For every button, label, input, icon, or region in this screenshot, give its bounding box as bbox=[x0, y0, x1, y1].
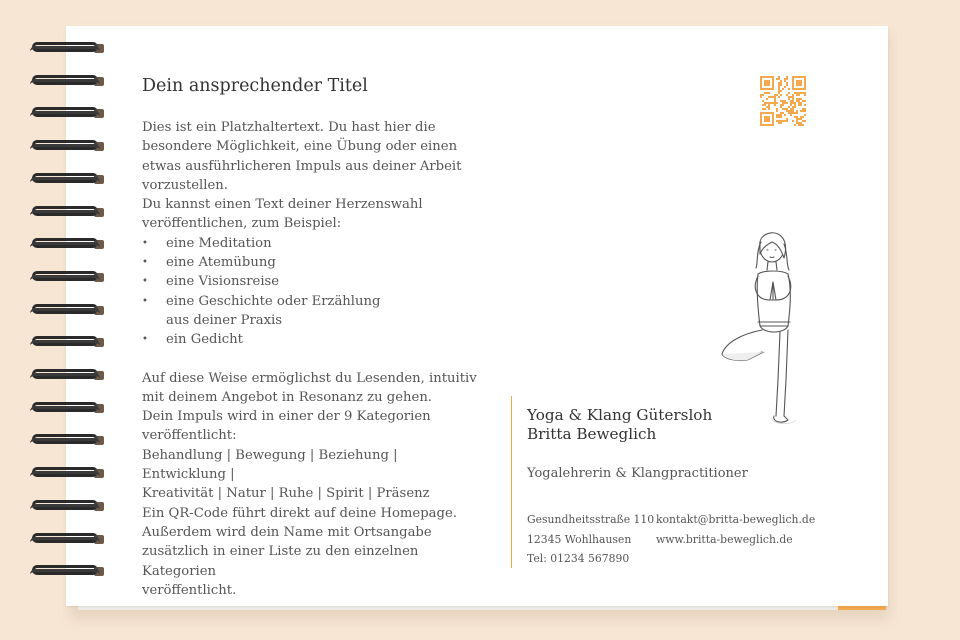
ring-wire-shadow bbox=[30, 340, 100, 351]
text-line: zusätzlich in einer Liste zu den einzelnen Kategorien bbox=[142, 544, 419, 579]
yoga-figure-illustration bbox=[712, 230, 810, 430]
text-line: Behandlung | Bewegung | Beziehung | Entwicklung | bbox=[142, 447, 398, 483]
contact-block bbox=[527, 406, 748, 481]
page-title: Dein ansprechender Titel bbox=[142, 76, 368, 96]
text-line: Ein QR-Code führt direkt auf deine Homepage. bbox=[142, 505, 457, 521]
online-contact-block bbox=[656, 510, 815, 549]
contact-divider bbox=[511, 396, 512, 568]
spiral-ring bbox=[28, 467, 104, 479]
spiral-ring bbox=[28, 107, 104, 119]
ring-wire-shadow bbox=[30, 242, 100, 253]
text-line: veröffentlicht. bbox=[142, 582, 237, 598]
ring-wire-shadow bbox=[30, 438, 100, 449]
list-item-continuation-text: aus deiner Praxis bbox=[166, 312, 283, 328]
list-item: • eine Atemübung bbox=[142, 253, 482, 272]
spiral-ring bbox=[28, 500, 104, 512]
ring-wire-shadow bbox=[30, 111, 100, 122]
ring-wire-shadow bbox=[30, 79, 100, 90]
spiral-ring bbox=[28, 173, 104, 185]
list-item: • ein Gedicht bbox=[142, 330, 482, 349]
category-label: Bewegung bbox=[837, 323, 887, 557]
text-line: vorzustellen. bbox=[142, 177, 228, 193]
spiral-ring bbox=[28, 402, 104, 414]
ring-wire-shadow bbox=[30, 537, 100, 548]
ring-wire-shadow bbox=[30, 504, 100, 515]
list-item-continuation bbox=[142, 311, 482, 330]
text-line: mit deinem Angebot in Resonanz zu gehen. bbox=[142, 389, 433, 405]
text-line: etwas ausführlicheren Impuls aus deiner Arbeit bbox=[142, 158, 462, 174]
person-name: Britta Beweglich bbox=[527, 425, 657, 443]
ring-wire-shadow bbox=[30, 569, 100, 580]
person-role: Yogalehrerin & Klangpractitioner bbox=[527, 466, 748, 481]
street: Gesundheitsstraße 110 bbox=[527, 513, 655, 526]
ring-wire-shadow bbox=[30, 46, 100, 57]
spiral-ring bbox=[28, 369, 104, 381]
spiral-ring bbox=[28, 533, 104, 545]
city: 12345 Wohlhausen bbox=[527, 532, 632, 546]
ring-wire-shadow bbox=[30, 471, 100, 482]
spiral-ring bbox=[28, 140, 104, 152]
spiral-ring bbox=[28, 434, 104, 446]
text-line: Du kannst einen Text deiner Herzenswahl bbox=[142, 197, 423, 213]
spiral-ring bbox=[28, 42, 104, 54]
spiral-ring bbox=[28, 565, 104, 577]
spiral-ring bbox=[28, 271, 104, 283]
text-line: veröffentlichen, zum Beispiel: bbox=[142, 216, 342, 232]
text-line: Kreativität | Natur | Ruhe | Spirit | Präsenz bbox=[142, 486, 430, 502]
spiral-ring bbox=[28, 75, 104, 87]
phone[interactable]: Tel: 01234 567890 bbox=[527, 552, 630, 565]
spiral-ring bbox=[28, 336, 104, 348]
example-list bbox=[142, 234, 482, 350]
text-line: veröffentlicht: bbox=[142, 428, 237, 444]
qr-code-icon[interactable] bbox=[760, 76, 806, 126]
business-name: Yoga & Klang Gütersloh bbox=[527, 406, 713, 424]
body-text bbox=[142, 118, 482, 600]
text-line: Dein Impuls wird in einer der 9 Kategorien bbox=[142, 409, 431, 425]
text-line: Außerdem wird dein Name mit Ortsangabe bbox=[142, 524, 432, 540]
text-line: Dies ist ein Platzhaltertext. Du hast hier die bbox=[142, 120, 436, 135]
list-item: • eine Visionsreise bbox=[142, 272, 482, 291]
address-block bbox=[527, 510, 654, 569]
text-line: Auf diese Weise ermöglichst du Lesenden, intuitiv bbox=[142, 370, 477, 386]
email-link[interactable]: kontakt@britta-beweglich.de bbox=[656, 513, 816, 526]
spiral-ring bbox=[28, 238, 104, 250]
spacer bbox=[142, 350, 482, 369]
spiral-binding bbox=[28, 42, 108, 602]
ring-wire-shadow bbox=[30, 210, 100, 221]
ring-wire-shadow bbox=[30, 406, 100, 417]
text-line: besondere Möglichkeit, eine Übung oder einen bbox=[142, 139, 458, 155]
ring-wire-shadow bbox=[30, 275, 100, 286]
ring-wire-shadow bbox=[30, 373, 100, 384]
spiral-ring bbox=[28, 206, 104, 218]
website-link[interactable]: www.britta-beweglich.de bbox=[656, 532, 793, 546]
category-label-wrap bbox=[823, 320, 901, 560]
list-item: • eine Meditation bbox=[142, 234, 482, 253]
ring-wire-shadow bbox=[30, 144, 100, 155]
main-text-block bbox=[142, 76, 482, 600]
ring-wire-shadow bbox=[30, 308, 100, 319]
ring-wire-shadow bbox=[30, 177, 100, 188]
list-item: • eine Geschichte oder Erzählung bbox=[142, 292, 482, 311]
spiral-ring bbox=[28, 304, 104, 316]
